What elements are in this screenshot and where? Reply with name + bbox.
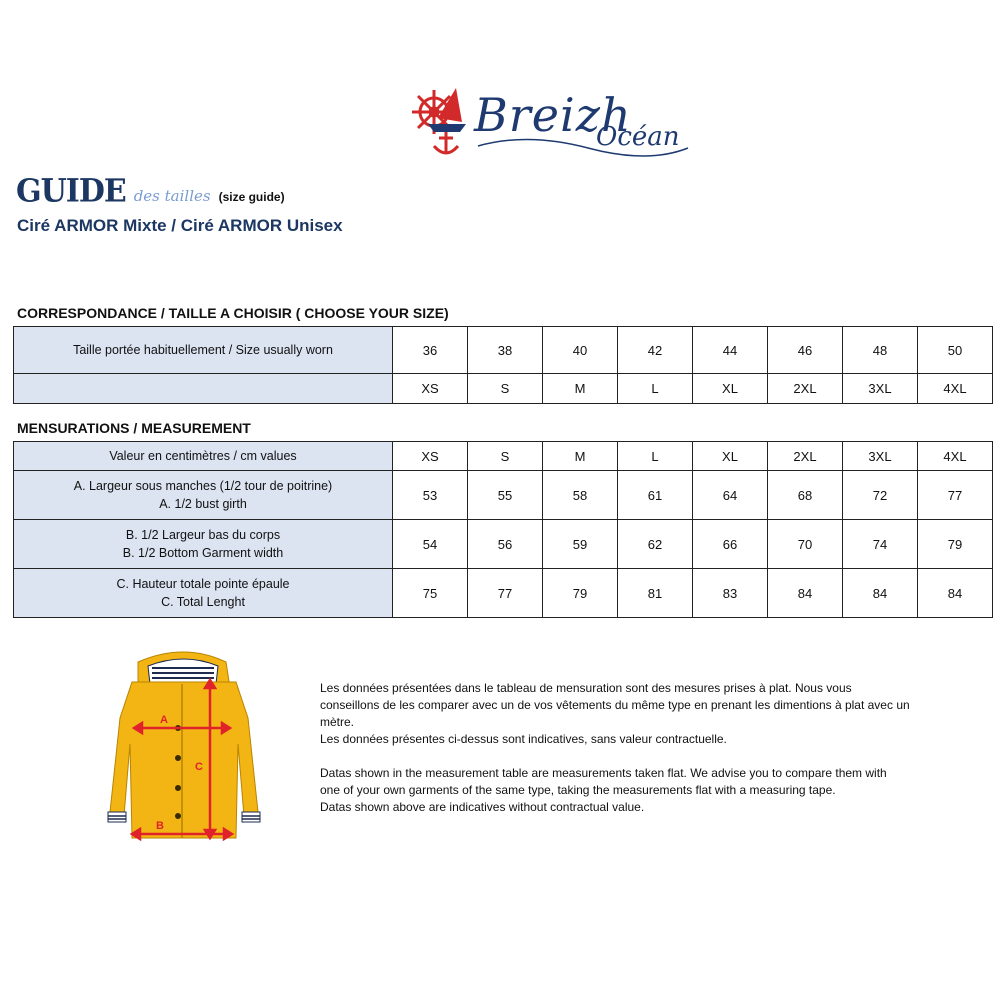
row-label — [14, 471, 393, 520]
header-label: Valeur en centimètres / cm values — [14, 442, 393, 471]
row-label-fr: B. 1/2 Largeur bas du corps — [125, 528, 281, 542]
row-label-en: A. 1/2 bust girth — [159, 497, 247, 511]
guide-subtitle: (size guide) — [218, 190, 285, 204]
table-cell: 61 — [618, 471, 693, 520]
table-cell: 53 — [393, 471, 468, 520]
table-cell: 3XL — [843, 374, 918, 404]
correspondence-title: CORRESPONDANCE / TAILLE A CHOISIR ( CHOOSE YOUR SIZE) — [17, 305, 449, 321]
product-title: Ciré ARMOR Mixte / Ciré ARMOR Unisex — [17, 216, 343, 235]
table-cell: 79 — [918, 520, 993, 569]
table-cell: 62 — [618, 520, 693, 569]
note-fr-2: Les données présentes ci-dessus sont indicatives, sans valeur contractuelle. — [320, 732, 727, 746]
table-cell: 46 — [768, 327, 843, 374]
table-cell: 54 — [393, 520, 468, 569]
table-row — [14, 569, 993, 618]
note-en-2: Datas shown above are indicatives without contractual value. — [320, 800, 645, 814]
row-label-en: B. 1/2 Bottom Garment width — [122, 546, 284, 560]
header-cell: S — [468, 442, 543, 471]
correspondence-table — [13, 326, 993, 404]
table-cell: 84 — [918, 569, 993, 618]
table-cell: 40 — [543, 327, 618, 374]
table-cell: 77 — [468, 569, 543, 618]
table-row — [14, 471, 993, 520]
table-cell: 64 — [693, 471, 768, 520]
row-label-fr: A. Largeur sous manches (1/2 tour de poitrine) — [73, 479, 333, 493]
row-label — [14, 569, 393, 618]
table-cell: 58 — [543, 471, 618, 520]
table-cell: 70 — [768, 520, 843, 569]
table-cell: 68 — [768, 471, 843, 520]
table-cell: S — [468, 374, 543, 404]
table-cell: 48 — [843, 327, 918, 374]
table-cell: XS — [393, 374, 468, 404]
row-label — [14, 520, 393, 569]
table-cell: 83 — [693, 569, 768, 618]
note-fr-1: Les données présentées dans le tableau de mensuration sont des mesures prises à plat. Nous vous conseillons de les comparer avec un de vos vêtements du même type en prenant les dimentions à plat avec un mètre. — [320, 681, 910, 729]
table-cell: 77 — [918, 471, 993, 520]
table-cell: 50 — [918, 327, 993, 374]
header-cell: 3XL — [843, 442, 918, 471]
label-b: B — [156, 820, 164, 832]
header-cell: M — [543, 442, 618, 471]
brand-name: Breizh — [474, 88, 632, 142]
table-cell: 36 — [393, 327, 468, 374]
notes — [320, 680, 910, 833]
table-cell: 75 — [393, 569, 468, 618]
table-row — [14, 374, 993, 404]
table-cell: 38 — [468, 327, 543, 374]
row-label: Taille portée habituellement / Size usually worn — [14, 327, 393, 374]
table-cell: 72 — [843, 471, 918, 520]
row-label-fr: C. Hauteur totale pointe épaule — [116, 577, 290, 591]
table-cell: 81 — [618, 569, 693, 618]
header-cell: L — [618, 442, 693, 471]
table-cell: XL — [693, 374, 768, 404]
note-en-1: Datas shown in the measurement table are measurements taken flat. We advise you to compare them with one of your own garments of the same type, taking the measurements flat with a measuring tape. — [320, 766, 887, 797]
table-cell: 79 — [543, 569, 618, 618]
table-row — [14, 327, 993, 374]
table-row — [14, 520, 993, 569]
header-cell: 4XL — [918, 442, 993, 471]
label-c: C — [195, 761, 203, 773]
table-cell: 56 — [468, 520, 543, 569]
row-label-en: C. Total Lenght — [161, 595, 245, 609]
header-cell: XL — [693, 442, 768, 471]
table-cell: 4XL — [918, 374, 993, 404]
measurement-table — [13, 441, 993, 618]
guide-heading — [16, 174, 285, 209]
brand-name-sub: Océan — [596, 122, 680, 152]
table-cell: L — [618, 374, 693, 404]
table-header-row — [14, 442, 993, 471]
row-label-empty — [14, 374, 393, 404]
table-cell: 2XL — [768, 374, 843, 404]
table-cell: 44 — [693, 327, 768, 374]
table-cell: 59 — [543, 520, 618, 569]
label-a: A — [160, 714, 168, 726]
header-cell: XS — [393, 442, 468, 471]
table-cell: M — [543, 374, 618, 404]
table-cell: 84 — [843, 569, 918, 618]
table-cell: 66 — [693, 520, 768, 569]
table-cell: 74 — [843, 520, 918, 569]
table-cell: 55 — [468, 471, 543, 520]
measurement-title: MENSURATIONS / MEASUREMENT — [17, 420, 251, 436]
guide-script: des tailles — [133, 187, 211, 205]
jacket-diagram — [98, 648, 270, 850]
table-cell: 84 — [768, 569, 843, 618]
guide-title: GUIDE — [16, 173, 126, 210]
header-cell: 2XL — [768, 442, 843, 471]
table-cell: 42 — [618, 327, 693, 374]
